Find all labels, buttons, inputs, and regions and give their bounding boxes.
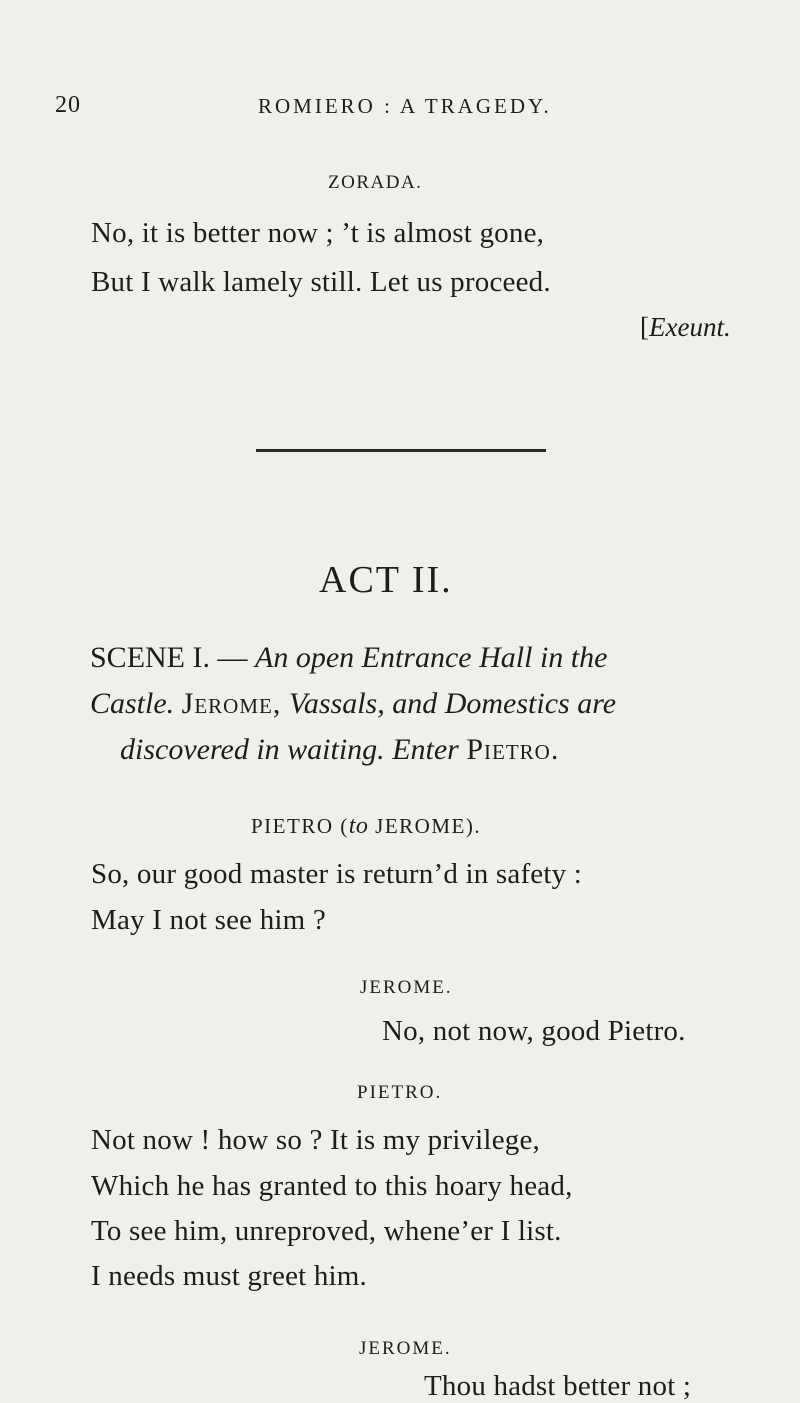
stage-bracket: [ — [640, 312, 649, 342]
verse-line: So, our good master is return’d in safety : — [91, 858, 583, 890]
act-heading: ACT II. — [319, 559, 453, 601]
scene-heading-line-2 — [90, 687, 616, 721]
scene-discovered: discovered in waiting. — [120, 733, 385, 766]
running-title: ROMIERO : A TRAGEDY. — [258, 94, 552, 118]
verse-line: Not now ! how so ? It is my privilege, — [91, 1124, 540, 1156]
verse-line: Which he has granted to this hoary head, — [91, 1170, 573, 1202]
verse-line: May I not see him ? — [91, 904, 326, 936]
verse-line: No, it is better now ; ’t is almost gone, — [91, 217, 545, 249]
speaker-zorada: ZORADA. — [328, 172, 423, 193]
speaker-pietro-to-jerome — [251, 813, 481, 840]
section-divider — [256, 449, 546, 452]
page-number: 20 — [55, 92, 81, 118]
scene-heading-line-3 — [120, 733, 559, 767]
scene-description: An open Entrance Hall in the — [255, 641, 608, 674]
paren-open: ( — [340, 814, 349, 838]
addressee-name: JEROME — [375, 814, 466, 838]
verse-line: Thou hadst better not ; — [424, 1370, 692, 1402]
speaker-jerome: JEROME. — [360, 977, 453, 998]
scene-label: SCENE I. — — [90, 641, 255, 674]
verse-line: To see him, unreproved, whene’er I list. — [91, 1215, 562, 1247]
character-name: Jerome, — [181, 687, 282, 720]
verse-line: But I walk lamely still. Let us proceed. — [91, 266, 551, 298]
verse-line: No, not now, good Pietro. — [382, 1015, 686, 1047]
exeunt-text: Exeunt. — [649, 312, 731, 342]
character-name: Pietro. — [466, 733, 560, 766]
scene-characters: Vassals, and Domestics are — [288, 687, 617, 720]
scene-setting: Castle. — [90, 687, 175, 720]
speaker-jerome: JEROME. — [359, 1338, 452, 1359]
stage-direction-exeunt — [640, 312, 731, 343]
verse-line: I needs must greet him. — [91, 1260, 368, 1292]
scene-heading-line-1 — [90, 641, 607, 675]
enter-text: Enter — [392, 733, 459, 766]
speaker-name: PIETRO — [251, 814, 334, 838]
to-word: to — [348, 813, 369, 839]
speaker-pietro: PIETRO. — [357, 1082, 443, 1103]
paren-close: ). — [465, 814, 482, 838]
